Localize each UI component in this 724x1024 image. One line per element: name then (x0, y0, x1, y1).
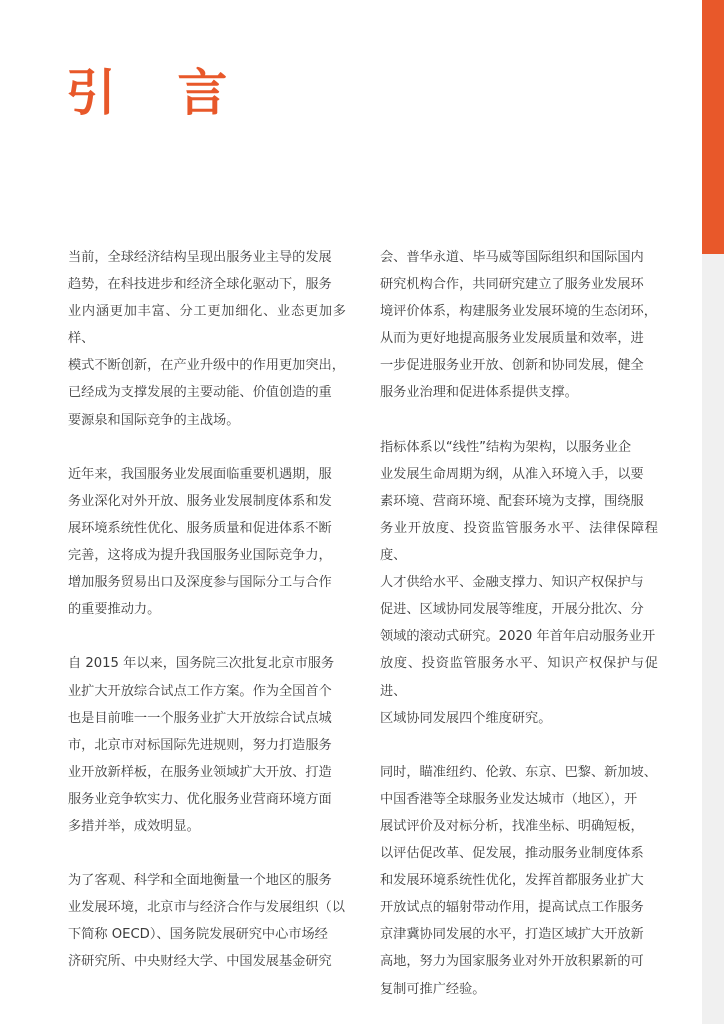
paragraph (68, 650, 346, 840)
text-line: 模式不断创新，在产业升级中的作用更加突出， (68, 358, 345, 374)
text-line: 一步促进服务业开放、创新和协同发展，健全 (380, 358, 644, 374)
text-line: 业开放新样板，在服务业领域扩大开放、打造 (68, 764, 332, 780)
text-line: 当前，全球经济结构呈现出服务业主导的发展 (68, 250, 332, 265)
text-line: 为了客观、科学和全面地衡量一个地区的服务 (68, 873, 332, 889)
text-line: 业扩大开放综合试点工作方案。作为全国首个 (68, 683, 332, 699)
text-line: 素环境、营商环境、配套环境为支撑，围绕服 (380, 493, 644, 509)
text-line: 服务业治理和促进体系提供支撑。 (380, 385, 578, 401)
paragraph (68, 244, 346, 434)
text-line: 务业深化对外开放、服务业发展制度体系和发 (68, 493, 332, 509)
text-line: 市，北京市对标国际先进规则，努力打造服务 (68, 737, 332, 753)
text-line: 已经成为支撑发展的主要动能、价值创造的重 (68, 385, 332, 401)
text-line: 服务业竞争软实力、优化服务业营商环境方面 (68, 791, 332, 807)
text-line: 放度、投资监管服务水平、知识产权保护与促进、 (380, 656, 658, 699)
text-line: 务业开放度、投资监管服务水平、法律保障程度、 (380, 520, 658, 564)
text-line: 领域的滚动式研究。2020 年首年启动服务业开 (380, 629, 656, 645)
text-line: 完善，这将成为提升我国服务业国际竞争力， (68, 548, 332, 564)
text-line: 同时，瞄准纽约、伦敦、东京、巴黎、新加坡、 (380, 764, 657, 780)
paragraph (380, 244, 658, 407)
text-line: 指标体系以“线性”结构为架构，以服务业企 (380, 439, 632, 455)
text-line: 的重要推动力。 (68, 602, 161, 618)
paragraph (380, 434, 658, 732)
paragraph (380, 759, 658, 1003)
text-line: 从而为更好地提高服务业发展质量和效率，进 (380, 331, 644, 347)
text-line: 区域协同发展四个维度研究。 (380, 710, 552, 726)
text-line: 展环境系统性优化、服务质量和促进体系不断 (68, 520, 332, 536)
text-line: 增加服务贸易出口及深度参与国际分工与合作 (68, 575, 332, 591)
left-text-column (68, 244, 346, 976)
text-line: 展试评价及对标分析，找准坐标、明确短板， (380, 818, 644, 834)
text-line: 人才供给水平、金融支撑力、知识产权保护与 (380, 575, 644, 591)
text-line: 下简称 OECD）、国务院发展研究中心市场经 (68, 927, 328, 943)
text-line: 高地，努力为国家服务业对外开放积累新的可 (380, 954, 644, 970)
text-line: 业发展生命周期为纲，从准入环境入手，以要 (380, 466, 644, 482)
text-line: 以评估促改革、促发展，推动服务业制度体系 (380, 846, 644, 862)
text-line: 研究机构合作，共同研究建立了服务业发展环 (380, 277, 644, 293)
text-line: 和发展环境系统性优化，发挥首都服务业扩大 (380, 873, 644, 889)
text-line: 京津冀协同发展的水平，打造区域扩大开放新 (380, 927, 644, 943)
text-line: 中国香港等全球服务业发达城市（地区），开 (380, 791, 638, 807)
paragraph (68, 867, 346, 975)
text-line: 多措并举，成效明显。 (68, 818, 200, 834)
text-line: 济研究所、中央财经大学、中国发展基金研究 (68, 954, 332, 970)
text-line: 业发展环境，北京市与经济合作与发展组织（以 (68, 900, 345, 916)
paragraph (68, 461, 346, 624)
text-line: 复制可推广经验。 (380, 981, 486, 997)
side-decoration-bar (702, 0, 724, 1024)
right-text-column (380, 244, 658, 1003)
text-line: 要源泉和国际竞争的主战场。 (68, 412, 240, 428)
text-line: 促进、区域协同发展等维度，开展分批次、分 (380, 602, 644, 618)
text-line: 也是目前唯一一个服务业扩大开放综合试点城 (68, 710, 332, 726)
text-line: 会、普华永道、毕马威等国际组织和国际国内 (380, 250, 644, 265)
text-line: 境评价体系，构建服务业发展环境的生态闭环， (380, 304, 657, 320)
side-accent-block (702, 0, 724, 254)
text-line: 业内涵更加丰富、分工更加细化、业态更加多样、 (68, 304, 346, 347)
text-line: 趋势，在科技进步和经济全球化驱动下，服务 (68, 277, 332, 293)
text-line: 近年来，我国服务业发展面临重要机遇期，服 (68, 466, 332, 482)
text-line: 开放试点的辐射带动作用，提高试点工作服务 (380, 900, 644, 916)
text-line: 自 2015 年以来，国务院三次批复北京市服务 (68, 656, 335, 672)
page-title: 引 言 (66, 64, 250, 122)
